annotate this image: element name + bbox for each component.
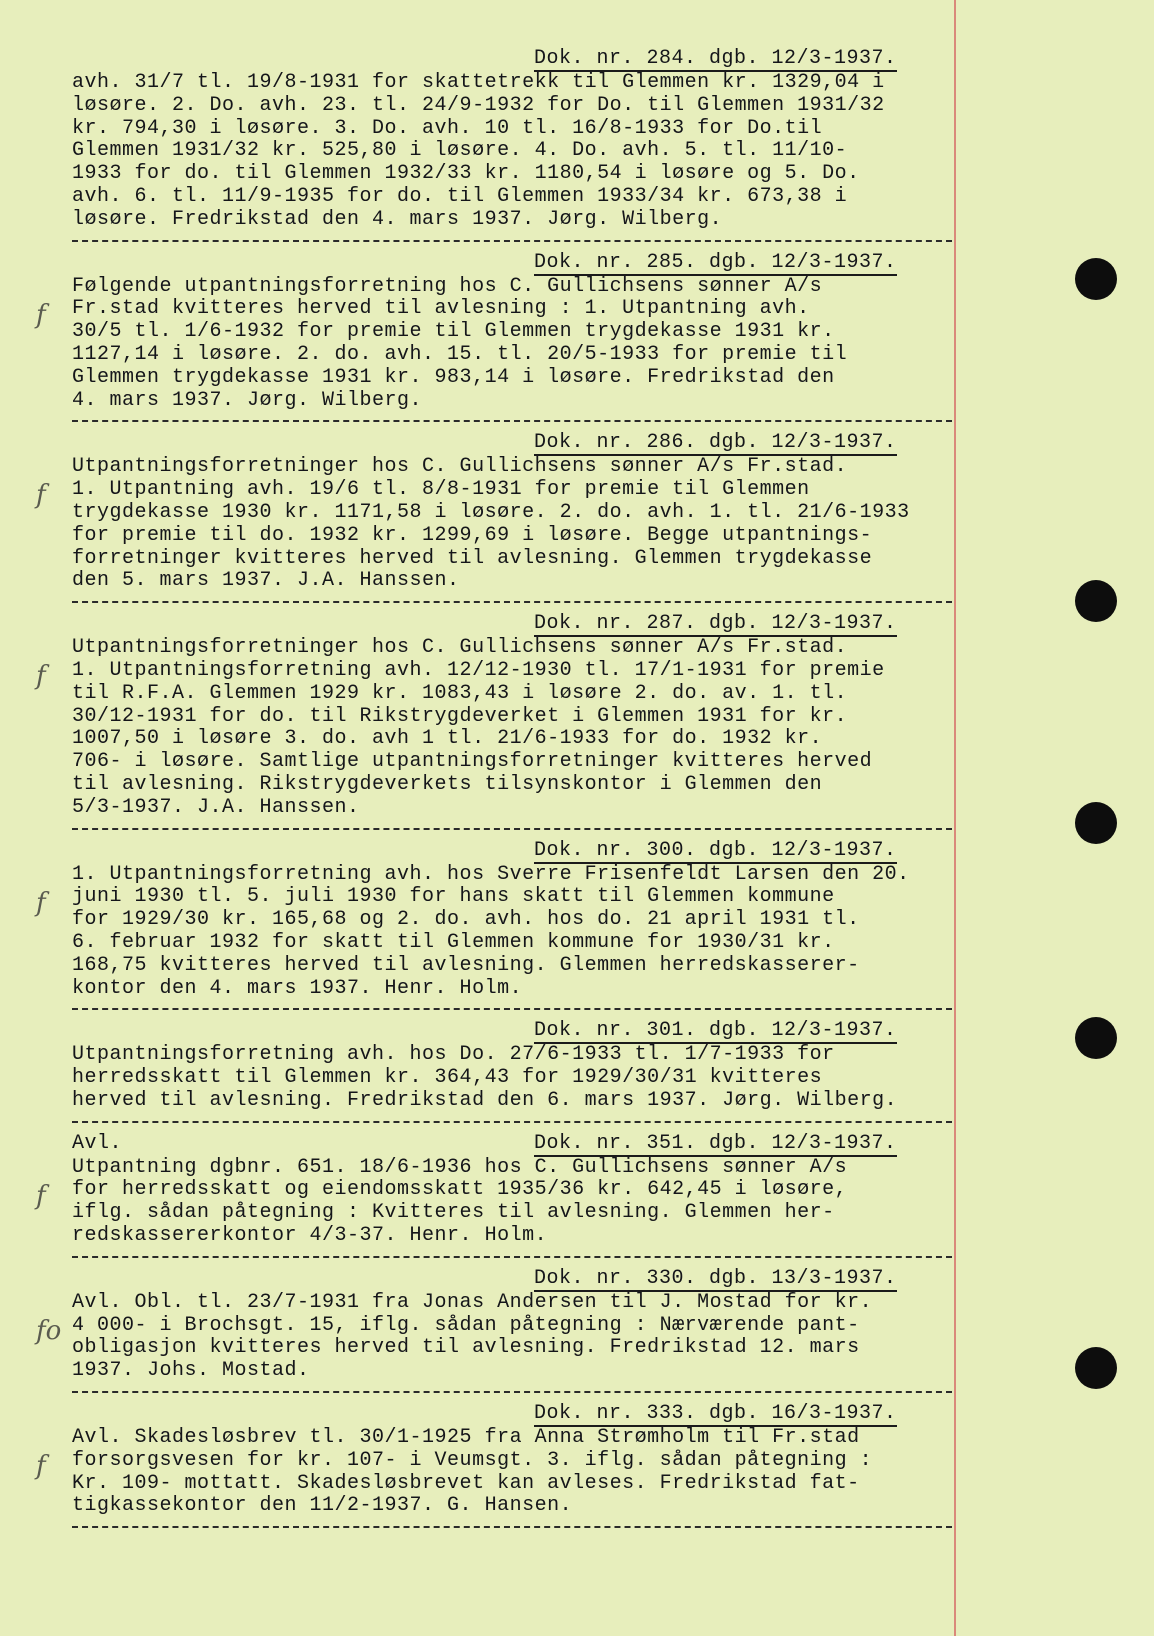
entry-header-row: [72, 840, 1002, 864]
entry-line: Fr.stad kvitteres herved til avlesning : 1. Utpantning avh.: [72, 297, 810, 321]
dashed-separator: [72, 1526, 952, 1528]
dashed-separator: [72, 1391, 952, 1393]
entry-line: 6. februar 1932 for skatt til Glemmen kommune for 1930/31 kr.: [72, 930, 835, 954]
entry-line: Avl. Skadesløsbrev tl. 30/1-1925 fra Anna Strømholm til Fr.stad: [72, 1426, 860, 1450]
entry-line: 1. Utpantningsforretning avh. hos Sverre Frisenfeldt Larsen den 20.: [72, 862, 910, 886]
entry-header: Dok. nr. 351. dgb. 12/3-1937.: [534, 1131, 897, 1155]
document-entry: [72, 48, 1002, 232]
entry-header: Dok. nr. 286. dgb. 12/3-1937.: [534, 431, 897, 455]
handwritten-margin-mark: fo: [36, 1315, 62, 1346]
entry-line: obligasjon kvitteres herved til avlesning. Fredrikstad 12. mars: [72, 1336, 860, 1360]
dashed-separator: [72, 420, 952, 422]
entry-line: kr. 794,30 i løsøre. 3. Do. avh. 10 tl. 16/8-1933 for Do.til: [72, 116, 823, 140]
entry-line: 4 000- i Brochsgt. 15, iflg. sådan påtegning : Nærværende pant-: [72, 1313, 860, 1337]
handwritten-margin-mark: f: [36, 887, 46, 918]
entry-line: 30/5 tl. 1/6-1932 for premie til Glemmen trygdekasse 1931 kr.: [72, 320, 835, 344]
entry-line: til avlesning. Rikstrygdeverkets tilsynskontor i Glemmen den: [72, 772, 823, 796]
entry-line: herredsskatt til Glemmen kr. 364,43 for 1929/30/31 kvitteres: [72, 1066, 823, 1090]
punch-hole: [1075, 258, 1117, 300]
entry-body: [72, 1292, 1002, 1383]
entry-header-row: [72, 1268, 1002, 1292]
document-entry: [36, 1131, 1002, 1248]
entry-prefix: Avl.: [72, 1131, 123, 1155]
document-entry: [36, 612, 1002, 819]
entry-line: iflg. sådan påtegning : Kvitteres til avlesning. Glemmen her-: [72, 1201, 835, 1225]
dashed-separator: [72, 1256, 952, 1258]
handwritten-margin-mark: f: [36, 1451, 46, 1482]
dashed-separator: [72, 1121, 952, 1123]
entry-line: 1933 for do. til Glemmen 1932/33 kr. 1180,54 i løsøre og 5. Do.: [72, 162, 860, 186]
entry-header: Dok. nr. 285. dgb. 12/3-1937.: [534, 250, 897, 274]
handwritten-margin-mark: f: [36, 1180, 46, 1211]
entry-header: Dok. nr. 333. dgb. 16/3-1937.: [534, 1402, 897, 1426]
entry-header-row: [72, 432, 1002, 456]
entry-body: [72, 1157, 1002, 1248]
entry-line: Utpantningsforretning avh. hos Do. 27/6-1933 tl. 1/7-1933 for: [72, 1043, 835, 1067]
entry-header: Dok. nr. 287. dgb. 12/3-1937.: [534, 612, 897, 636]
punch-hole: [1075, 802, 1117, 844]
document-entry: [36, 431, 1002, 593]
document-entry: [72, 1020, 1002, 1112]
entry-header: Dok. nr. 301. dgb. 12/3-1937.: [534, 1019, 897, 1043]
document-entry: [36, 1266, 1002, 1383]
entry-header: Dok. nr. 330. dgb. 13/3-1937.: [534, 1266, 897, 1290]
entry-line: trygdekasse 1930 kr. 1171,58 i løsøre. 2. do. avh. 1. tl. 21/6-1933: [72, 500, 910, 524]
document-entry: [36, 250, 1002, 413]
punch-hole: [1075, 580, 1117, 622]
entry-line: tigkassekontor den 11/2-1937. G. Hansen.: [72, 1494, 573, 1518]
dashed-separator: [72, 601, 952, 603]
dashed-separator: [72, 828, 952, 830]
entry-line: for premie til do. 1932 kr. 1299,69 i løsøre. Begge utpantnings-: [72, 523, 873, 547]
handwritten-margin-mark: f: [36, 480, 46, 511]
dashed-separator: [72, 1008, 952, 1010]
entry-line: avh. 6. tl. 11/9-1935 for do. til Glemmen 1933/34 kr. 673,38 i: [72, 184, 848, 208]
entry-body: [72, 456, 1002, 593]
entry-line: 1007,50 i løsøre 3. do. avh 1 tl. 21/6-1933 for do. 1932 kr.: [72, 727, 823, 751]
entry-line: for 1929/30 kr. 165,68 og 2. do. avh. hos do. 21 april 1931 tl.: [72, 908, 860, 932]
entry-line: løsøre. Fredrikstad den 4. mars 1937. Jørg. Wilberg.: [72, 207, 723, 231]
entry-list: [36, 47, 1002, 1538]
entry-body: [72, 72, 1002, 232]
entry-line: den 5. mars 1937. J.A. Hanssen.: [72, 569, 460, 593]
punch-hole: [1075, 1017, 1117, 1059]
entry-line: forsorgsvesen for kr. 107- i Veumsgt. 3. iflg. sådan påtegning :: [72, 1448, 873, 1472]
entry-header-row: [72, 1020, 1002, 1044]
entry-line: til R.F.A. Glemmen 1929 kr. 1083,43 i løsøre 2. do. av. 1. tl.: [72, 681, 848, 705]
entry-line: Glemmen 1931/32 kr. 525,80 i løsøre. 4. Do. avh. 5. tl. 11/10-: [72, 139, 848, 163]
entry-line: 30/12-1931 for do. til Rikstrygdeverket i Glemmen 1931 for kr.: [72, 704, 848, 728]
entry-line: redskassererkontor 4/3-37. Henr. Holm.: [72, 1224, 548, 1248]
handwritten-margin-mark: f: [36, 661, 46, 692]
entry-header-row: [72, 1403, 1002, 1427]
document-entry: [36, 838, 1002, 1001]
entry-header-row: [72, 252, 1002, 276]
entry-line: 1. Utpantning avh. 19/6 tl. 8/8-1931 for premie til Glemmen: [72, 478, 810, 502]
entry-line: løsøre. 2. Do. avh. 23. tl. 24/9-1932 for Do. til Glemmen 1931/32: [72, 93, 885, 117]
entry-line: Kr. 109- mottatt. Skadesløsbrevet kan avleses. Fredrikstad fat-: [72, 1471, 860, 1495]
entry-body: [72, 1044, 1002, 1112]
entry-body: [72, 276, 1002, 413]
dashed-separator: [72, 240, 952, 242]
entry-line: 168,75 kvitteres herved til avlesning. Glemmen herredskasserer-: [72, 953, 860, 977]
entry-header-row: [72, 48, 1002, 72]
entry-line: juni 1930 tl. 5. juli 1930 for hans skatt til Glemmen kommune: [72, 885, 835, 909]
entry-body: [72, 1427, 1002, 1518]
entry-line: Glemmen trygdekasse 1931 kr. 983,14 i løsøre. Fredrikstad den: [72, 365, 835, 389]
entry-header-row: [72, 1133, 1002, 1157]
entry-line: for herredsskatt og eiendomsskatt 1935/36 kr. 642,45 i løsøre,: [72, 1178, 848, 1202]
entry-line: Utpantningsforretninger hos C. Gullichsens sønner A/s Fr.stad.: [72, 455, 848, 479]
entry-line: Utpantningsforretninger hos C. Gullichsens sønner A/s Fr.stad.: [72, 636, 848, 660]
entry-line: Følgende utpantningsforretning hos C. Gullichsens sønner A/s: [72, 274, 823, 298]
handwritten-margin-mark: f: [36, 299, 46, 330]
entry-line: Utpantning dgbnr. 651. 18/6-1936 hos C. Gullichsens sønner A/s: [72, 1155, 848, 1179]
entry-header-row: [72, 613, 1002, 637]
entry-line: forretninger kvitteres herved til avlesning. Glemmen trygdekasse: [72, 546, 873, 570]
entry-line: 1127,14 i løsøre. 2. do. avh. 15. tl. 20/5-1933 for premie til: [72, 342, 848, 366]
entry-body: [72, 864, 1002, 1001]
document-entry: [36, 1402, 1002, 1518]
punch-hole: [1075, 1347, 1117, 1389]
entry-line: 5/3-1937. J.A. Hanssen.: [72, 795, 360, 819]
entry-header: Dok. nr. 284. dgb. 12/3-1937.: [534, 47, 897, 70]
entry-line: 706- i løsøre. Samtlige utpantningsforretninger kvitteres herved: [72, 750, 873, 774]
entry-line: 1937. Johs. Mostad.: [72, 1359, 310, 1383]
entry-line: herved til avlesning. Fredrikstad den 6. mars 1937. Jørg. Wilberg.: [72, 1088, 898, 1112]
entry-line: kontor den 4. mars 1937. Henr. Holm.: [72, 976, 523, 1000]
entry-body: [72, 637, 1002, 819]
entry-line: avh. 31/7 tl. 19/8-1931 for skattetrekk til Glemmen kr. 1329,04 i: [72, 71, 885, 94]
entry-line: 4. mars 1937. Jørg. Wilberg.: [72, 388, 423, 412]
entry-line: 1. Utpantningsforretning avh. 12/12-1930 tl. 17/1-1931 for premie: [72, 658, 885, 682]
entry-header: Dok. nr. 300. dgb. 12/3-1937.: [534, 838, 897, 862]
entry-line: Avl. Obl. tl. 23/7-1931 fra Jonas Andersen til J. Mostad for kr.: [72, 1290, 873, 1314]
